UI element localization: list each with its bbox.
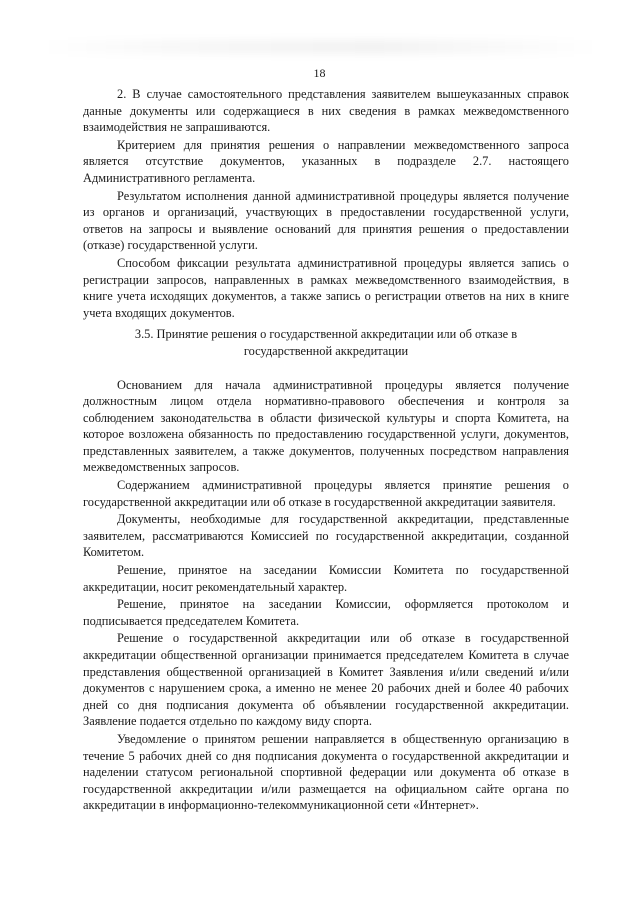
paragraph: 2. В случае самостоятельного представления заявителем вышеуказанных справок данные документы или содержащиеся в них сведения в рамках межведомственного взаимодействия не запрашиваются.: [83, 87, 569, 135]
scan-artifact: [40, 40, 600, 54]
paragraph: Решение о государственной аккредитации или об отказе в государственной аккредитации общественной организации принимается председателем Комитета в случае представления общественной организацией в Комитет Заявления и/или сведений и/или документов с нарушением срока, а именно не менее 20 рабочих дней и более 40 рабочих дней со дня подписания документа об объявлении государственной аккредитации. Заявление подается отдельно по каждому виду спорта.: [83, 631, 569, 729]
paragraph: Решение, принятое на заседании Комиссии, оформляется протоколом и подписывается председателем Комитета.: [83, 597, 569, 628]
paragraph: Уведомление о принятом решении направляется в общественную организацию в течение 5 рабочих дней со дня подписания документа о государственной аккредитации и наделении статусом региональной спортивной федерации или документа об отказе в государственной аккредитации и/или размещается на официальном сайте органа по аккредитации в информационно-телекоммуникационной сети «Интернет».: [83, 731, 569, 813]
paragraph: Способом фиксации результата административной процедуры является запись о регистрации запросов, направленных в рамках межведомственного взаимодействия, в книге учета исходящих документов, а также запись о регистрации ответов на них в книге учета входящих документов.: [83, 255, 569, 320]
paragraph: Результатом исполнения данной административной процедуры является получение из органов и организаций, участвующих в предоставлении государственной услуги, ответов на запросы и выявление оснований для принятия решения о предоставлении (отказе) государственной услуги.: [83, 188, 569, 253]
paragraph: Содержанием административной процедуры является принятие решения о государственной аккредитации или об отказе в государственной аккредитации заявителя.: [83, 478, 569, 509]
section-heading: 3.5. Принятие решения о государственной аккредитации или об отказе в государственной аккредитации: [134, 327, 518, 358]
paragraph: Решение, принятое на заседании Комиссии Комитета по государственной аккредитации, носит рекомендательный характер.: [83, 563, 569, 594]
paragraph: Основанием для начала административной процедуры является получение должностным лицом отдела нормативно-правового обеспечения и контроля за соблюдением законодательства в области физической культуры и спорта Комитета, на которое возложена обязанность по предоставлению государственной услуги, документов, представленных заявителем, а также документов, полученных посредством направления межведомственных запросов.: [83, 377, 569, 475]
paragraph: Документы, необходимые для государственной аккредитации, представленные заявителем, рассматриваются Комиссией по государственной аккредитации, созданной Комитетом.: [83, 512, 569, 560]
document-body: [83, 86, 569, 814]
paragraph: Критерием для принятия решения о направлении межведомственного запроса является отсутствие документов, указанных в подразделе 2.7. настоящего Административного регламента.: [83, 137, 569, 185]
page-number: 18: [313, 66, 326, 80]
